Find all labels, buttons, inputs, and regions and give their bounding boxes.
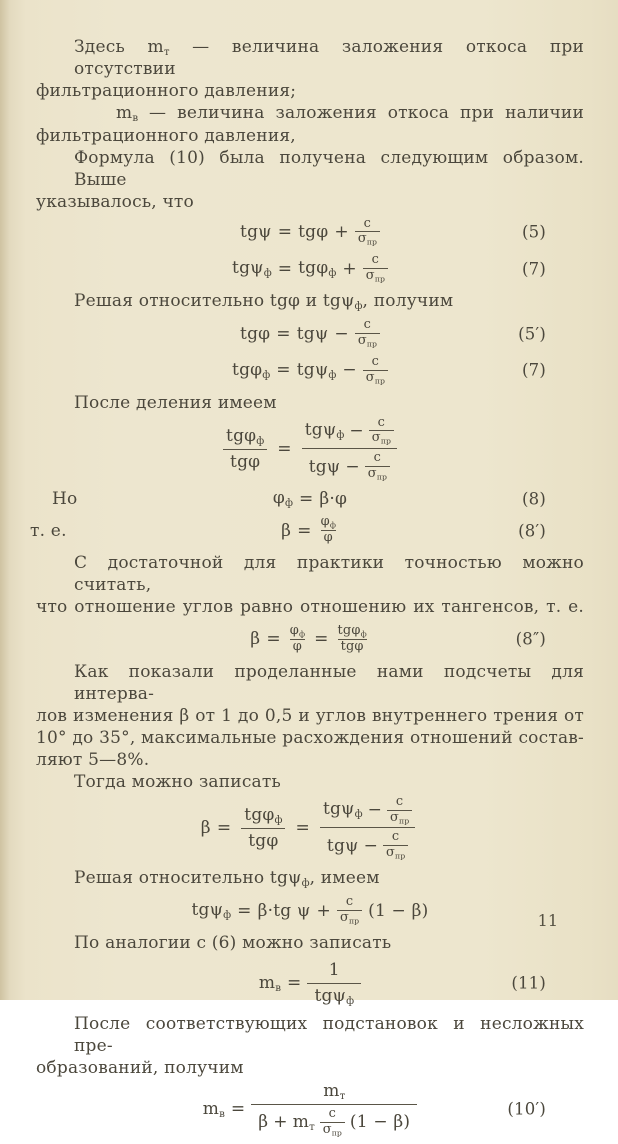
- page-content: [30, 36, 584, 1144]
- denominator: [363, 268, 388, 284]
- equation-11: [36, 960, 584, 1007]
- term-tg-psi: [327, 836, 359, 856]
- text-run: После соответствующих подстановок и несложных пре-: [74, 1013, 584, 1056]
- text-run: , получим: [362, 290, 454, 311]
- equation-body: [232, 253, 388, 284]
- text-run: Решая относительно: [74, 868, 270, 889]
- var-beta: β: [200, 817, 211, 838]
- term-tg-psi: [240, 222, 272, 242]
- var-tgpsi: tgψ: [326, 835, 359, 856]
- equation-8-prime: [30, 514, 584, 546]
- numerator: c: [371, 353, 380, 369]
- denominator: [383, 845, 408, 861]
- var-tgphi: tgφ: [244, 804, 275, 825]
- var-tgphi: tgφ: [226, 425, 257, 446]
- denominator: [369, 430, 394, 446]
- var-sigma: σ: [365, 369, 375, 385]
- paragraph-line: [36, 191, 584, 213]
- minus-sign: −: [349, 420, 364, 441]
- var-tgphi: tgφ: [269, 290, 301, 311]
- numerator: 1: [328, 960, 340, 981]
- equation-body: [281, 515, 339, 546]
- symbol-m-t: [148, 37, 170, 57]
- paragraph-line: [36, 661, 584, 705]
- equation-label: (11): [511, 973, 546, 993]
- plus-sign: +: [342, 258, 357, 279]
- var-sigma: σ: [390, 809, 400, 825]
- var-m: m: [202, 1098, 220, 1119]
- var-tgphi: tgφ: [240, 323, 271, 344]
- equals-sign: =: [237, 900, 252, 921]
- subscript-f: ф: [274, 814, 283, 826]
- subscript-f: ф: [336, 430, 345, 442]
- var-sigma: σ: [339, 910, 349, 926]
- equation-8-double-prime: [36, 624, 584, 655]
- paragraph-line: [36, 102, 584, 124]
- var-tgphi: tgφ: [337, 623, 361, 639]
- equation-body: [273, 488, 347, 509]
- plus-sign: +: [316, 900, 331, 921]
- text-run: ляют 5—8%.: [36, 749, 150, 770]
- subscript-v: в: [132, 113, 139, 125]
- numerator: c: [328, 1106, 337, 1122]
- numerator: c: [363, 317, 372, 333]
- equation-body: [219, 416, 401, 482]
- var-tgpsi: tgψ: [269, 868, 302, 889]
- var-m: m: [258, 972, 276, 993]
- equation-body: [201, 795, 419, 861]
- numerator: [335, 624, 370, 639]
- denominator: [290, 639, 305, 655]
- numerator: [237, 805, 289, 828]
- numerator: c: [391, 829, 400, 845]
- equals-sign: =: [277, 258, 293, 279]
- equation-label: (8″): [515, 629, 546, 649]
- fraction-c-sigma: [365, 451, 390, 482]
- equation-body: [250, 624, 369, 655]
- fraction-one-over-tgpsi: [307, 960, 361, 1007]
- equals-sign: =: [230, 1099, 246, 1120]
- subscript-f: ф: [262, 369, 271, 381]
- subscript-pr: пр: [395, 851, 406, 861]
- equals-sign: =: [286, 973, 302, 994]
- text-run: Тогда можно записать: [74, 771, 281, 792]
- fraction-phi-ratio: [318, 515, 339, 546]
- equation-division: [36, 416, 584, 482]
- minus-sign: −: [342, 360, 357, 381]
- text-run: Здесь: [74, 37, 148, 57]
- denominator: [387, 810, 412, 826]
- numerator: [298, 416, 401, 449]
- fraction-tgpsi-ratio: [316, 795, 419, 861]
- minus-sign: −: [334, 323, 349, 344]
- equation-label: (8): [522, 489, 546, 509]
- term-beta-tgpsi: β·tg ψ: [257, 900, 311, 921]
- subscript-f: ф: [329, 520, 336, 530]
- var-tgpsi: tgψ: [296, 359, 329, 380]
- minus-sign: −: [363, 835, 379, 856]
- var-phi: φ: [292, 638, 303, 654]
- var-sigma: σ: [367, 466, 377, 482]
- var-tgpsi: tgψ: [308, 456, 341, 477]
- term-tg-phi: [240, 324, 270, 344]
- var-tgpsi: tgψ: [296, 323, 329, 344]
- denominator: [363, 370, 388, 386]
- var-beta: β: [258, 1112, 269, 1133]
- denominator: [302, 448, 397, 482]
- subscript-pr: пр: [380, 436, 391, 446]
- numerator: c: [373, 450, 382, 466]
- symbol-m-v: [116, 103, 138, 123]
- var-phi: φ: [272, 488, 285, 509]
- equation-body: [232, 355, 388, 386]
- equals-sign: =: [295, 817, 310, 838]
- fraction-c-sigma: [337, 895, 362, 926]
- subscript-t: т: [163, 47, 170, 59]
- subscript-f: ф: [284, 498, 293, 510]
- subscript-f: ф: [354, 809, 363, 821]
- fraction-tgphi-ratio: [219, 426, 271, 473]
- subscript-pr: пр: [348, 916, 360, 926]
- equation-10-prime: [36, 1081, 584, 1138]
- paragraph-line: [36, 552, 584, 596]
- subscript-v: в: [275, 982, 281, 994]
- paragraph-line: [36, 867, 584, 889]
- paragraph-line: [36, 771, 584, 793]
- subscript-t: т: [309, 1121, 315, 1133]
- var-tgpsi: tgψ: [322, 799, 355, 820]
- equation-5: [36, 217, 584, 248]
- minus-sign: −: [345, 456, 360, 477]
- text-run: — величина заложения откоса при отсутствии: [74, 37, 584, 80]
- paragraph-line: [36, 392, 584, 414]
- term-phi-f: [273, 488, 293, 509]
- text-run: образований, получим: [36, 1057, 244, 1078]
- paragraph-line: [36, 727, 584, 749]
- var-tgpsi: tgψ: [322, 290, 355, 311]
- var-phi: φ: [323, 530, 333, 546]
- subscript-pr: пр: [366, 237, 377, 247]
- numerator: [219, 426, 271, 449]
- var-m: m: [292, 1111, 310, 1132]
- term-tg-phi: [270, 291, 300, 311]
- term-tg-psi-f: [305, 420, 345, 441]
- subscript-pr: пр: [331, 1128, 342, 1138]
- equation-label: (7): [522, 360, 546, 380]
- denominator: [337, 910, 362, 926]
- equation-8: [36, 488, 584, 509]
- equation-body: [240, 217, 380, 248]
- numerator: [316, 1081, 352, 1104]
- numerator: c: [395, 793, 404, 809]
- text-run: Решая относительно: [74, 290, 270, 311]
- var-sigma: σ: [365, 268, 375, 284]
- denominator: [307, 983, 361, 1007]
- paragraph-line: [36, 705, 584, 727]
- paragraph-line: [36, 932, 584, 954]
- numerator: c: [363, 215, 372, 231]
- var-tgpsi: tgψ: [240, 221, 272, 242]
- fraction-m-ratio: [251, 1081, 417, 1138]
- term-tg-psi-f: [270, 868, 310, 888]
- var-sigma: σ: [322, 1121, 332, 1137]
- subscript-f: ф: [354, 300, 363, 312]
- var-tgpsi: tgψ: [191, 900, 224, 921]
- text-run: и: [300, 290, 323, 311]
- equation-beta-ratio: [36, 795, 584, 861]
- var-tgphi: tgφ: [232, 359, 263, 380]
- subscript-f: ф: [360, 629, 367, 639]
- fraction-c-sigma: [320, 1107, 345, 1138]
- equals-sign: =: [276, 360, 291, 381]
- var-beta: β: [281, 520, 292, 541]
- text-run: По аналогии с (6) можно записать: [74, 933, 392, 954]
- term-tg-psi-f: [297, 360, 337, 381]
- subscript-t: т: [339, 1090, 346, 1102]
- subscript-pr: пр: [374, 376, 385, 386]
- fraction-tgphi-ratio: [237, 805, 289, 852]
- subscript-f: ф: [328, 369, 337, 381]
- term-tg-phi-f: [298, 258, 336, 279]
- subscript-f: ф: [223, 910, 232, 922]
- paragraph-line: [36, 596, 584, 618]
- paragraph-line: [36, 125, 584, 147]
- var-tgphi: tgφ: [340, 638, 364, 654]
- paragraph-line: [36, 290, 584, 312]
- subscript-f: ф: [346, 995, 355, 1007]
- numerator: c: [345, 894, 354, 910]
- lead-word: Но: [52, 488, 78, 509]
- fraction-tgpsi-ratio: [298, 416, 401, 482]
- paragraph-line: [36, 1057, 584, 1079]
- text-run: Формула (10) была получена следующим образом. Выше: [74, 147, 584, 190]
- term-tg-psi-f: [192, 900, 232, 921]
- var-m: m: [116, 103, 133, 124]
- var-phi: φ: [289, 623, 300, 639]
- fraction-tgphi-ratio: [335, 624, 370, 655]
- subscript-f: ф: [301, 878, 310, 890]
- denominator: [320, 1122, 345, 1138]
- var-sigma: σ: [357, 333, 367, 349]
- numerator: [287, 624, 308, 639]
- term-beta-phi: β·φ: [319, 488, 348, 509]
- var-sigma: σ: [357, 231, 367, 247]
- numerator: c: [371, 252, 380, 268]
- denominator: [355, 231, 380, 247]
- denominator: [251, 1104, 417, 1138]
- denominator: [338, 639, 367, 655]
- subscript-f: ф: [299, 629, 306, 639]
- denominator: [241, 828, 285, 851]
- var-tgpsi: tgψ: [232, 257, 264, 278]
- denominator: [365, 466, 390, 482]
- denominator: [223, 449, 267, 472]
- equation-body: [259, 960, 361, 1007]
- var-tgphi: tgφ: [298, 221, 329, 242]
- lead-word: т. е.: [30, 520, 67, 541]
- fraction-c-sigma: [369, 416, 394, 447]
- equals-sign: =: [297, 520, 312, 541]
- plus-sign: +: [334, 221, 349, 242]
- equation-body: [203, 1081, 418, 1138]
- numerator: [316, 795, 419, 828]
- plus-sign: +: [273, 1112, 288, 1133]
- denominator: [320, 827, 415, 861]
- text-run: фильтрационного давления,: [36, 125, 296, 146]
- fraction-c-sigma: [355, 318, 380, 349]
- var-tgpsi: tgψ: [304, 420, 337, 441]
- equals-sign: =: [314, 629, 329, 650]
- term-m-t: [293, 1112, 315, 1133]
- denominator: [355, 333, 380, 349]
- paragraph-line: [36, 147, 584, 191]
- var-m: m: [147, 37, 164, 57]
- equation-label: (8′): [518, 521, 546, 541]
- subscript-f: ф: [263, 268, 272, 279]
- text-run: указывалось, что: [36, 191, 194, 212]
- var-sigma: σ: [371, 430, 381, 446]
- subscript-pr: пр: [366, 339, 377, 349]
- text-run: С достаточной для практики точностью можно считать,: [74, 553, 584, 596]
- numerator: [318, 515, 339, 530]
- paragraph-line: [36, 1013, 584, 1057]
- fraction-c-sigma: [363, 253, 388, 284]
- paragraph-line: [36, 80, 584, 102]
- equation-7: [36, 253, 584, 284]
- text-run: что отношение углов равно отношению их тангенсов, т. е.: [36, 597, 584, 618]
- term-tg-phi: [298, 222, 328, 242]
- equals-sign: =: [298, 488, 314, 509]
- text-run: фильтрационного давления;: [36, 81, 297, 102]
- term-tg-phi-f: [232, 360, 270, 381]
- page-number: 11: [537, 911, 558, 930]
- numerator: c: [377, 414, 386, 430]
- equation-label: (5): [522, 222, 546, 242]
- subscript-f: ф: [256, 435, 265, 447]
- var-tgphi: tgφ: [298, 257, 329, 278]
- var-sigma: σ: [386, 845, 396, 861]
- term-one-minus-beta: (1 − β): [368, 900, 429, 921]
- term-m-v: [259, 973, 281, 994]
- text-run: , имеем: [309, 868, 380, 889]
- text-run: лов изменения β от 1 до 0,5 и углов внутреннего трения от: [36, 705, 584, 726]
- subscript-pr: пр: [399, 815, 410, 825]
- fraction-c-sigma: [383, 830, 408, 861]
- equals-sign: =: [216, 817, 232, 838]
- var-beta: β: [250, 629, 261, 650]
- equals-sign: =: [266, 629, 281, 650]
- equation-body: [240, 318, 380, 349]
- subscript-v: в: [219, 1108, 225, 1120]
- equation-5-prime: [36, 318, 584, 349]
- equals-sign: =: [277, 221, 293, 242]
- equation-label: (5′): [518, 324, 546, 344]
- term-one-minus-beta: (1 − β): [349, 1112, 411, 1133]
- minus-sign: −: [367, 799, 383, 820]
- denominator: [321, 530, 336, 546]
- var-tgphi: tgφ: [230, 451, 261, 472]
- paragraph-line: [36, 749, 584, 771]
- equals-sign: =: [276, 323, 291, 344]
- fraction-c-sigma: [363, 355, 388, 386]
- var-m: m: [323, 1080, 340, 1101]
- text-run: — величина заложения откоса при наличии: [138, 103, 584, 124]
- text-run: 10° до 35°, максимальные расхождения отношений состав-: [36, 727, 584, 748]
- var-tgpsi: tgψ: [314, 985, 347, 1006]
- equation-tgpsi-f: [36, 895, 584, 926]
- equation-7-derived: [36, 355, 584, 386]
- term-tg-psi-f: [323, 291, 363, 311]
- fraction-c-sigma: [355, 217, 380, 248]
- equation-label: (7): [522, 259, 546, 279]
- var-phi: φ: [320, 514, 330, 530]
- term-m-v: [203, 1099, 225, 1120]
- subscript-f: ф: [328, 268, 337, 279]
- fraction-c-sigma: [387, 795, 412, 826]
- var-tgphi: tgφ: [248, 830, 279, 851]
- equation-label: (10′): [507, 1099, 546, 1119]
- term-tg-psi: [309, 457, 341, 477]
- term-tg-psi-f: [232, 258, 272, 279]
- paragraph-line: [36, 36, 584, 80]
- term-tg-psi-f: [323, 799, 363, 820]
- subscript-pr: пр: [376, 472, 387, 482]
- text-run: После деления имеем: [74, 392, 277, 413]
- subscript-pr: пр: [374, 274, 385, 284]
- term-tg-psi: [297, 324, 329, 344]
- text-run: Как показали проделанные нами подсчеты для интерва-: [74, 661, 584, 704]
- equation-body: [192, 895, 429, 926]
- equals-sign: =: [277, 438, 292, 459]
- fraction-phi-ratio: [287, 624, 308, 655]
